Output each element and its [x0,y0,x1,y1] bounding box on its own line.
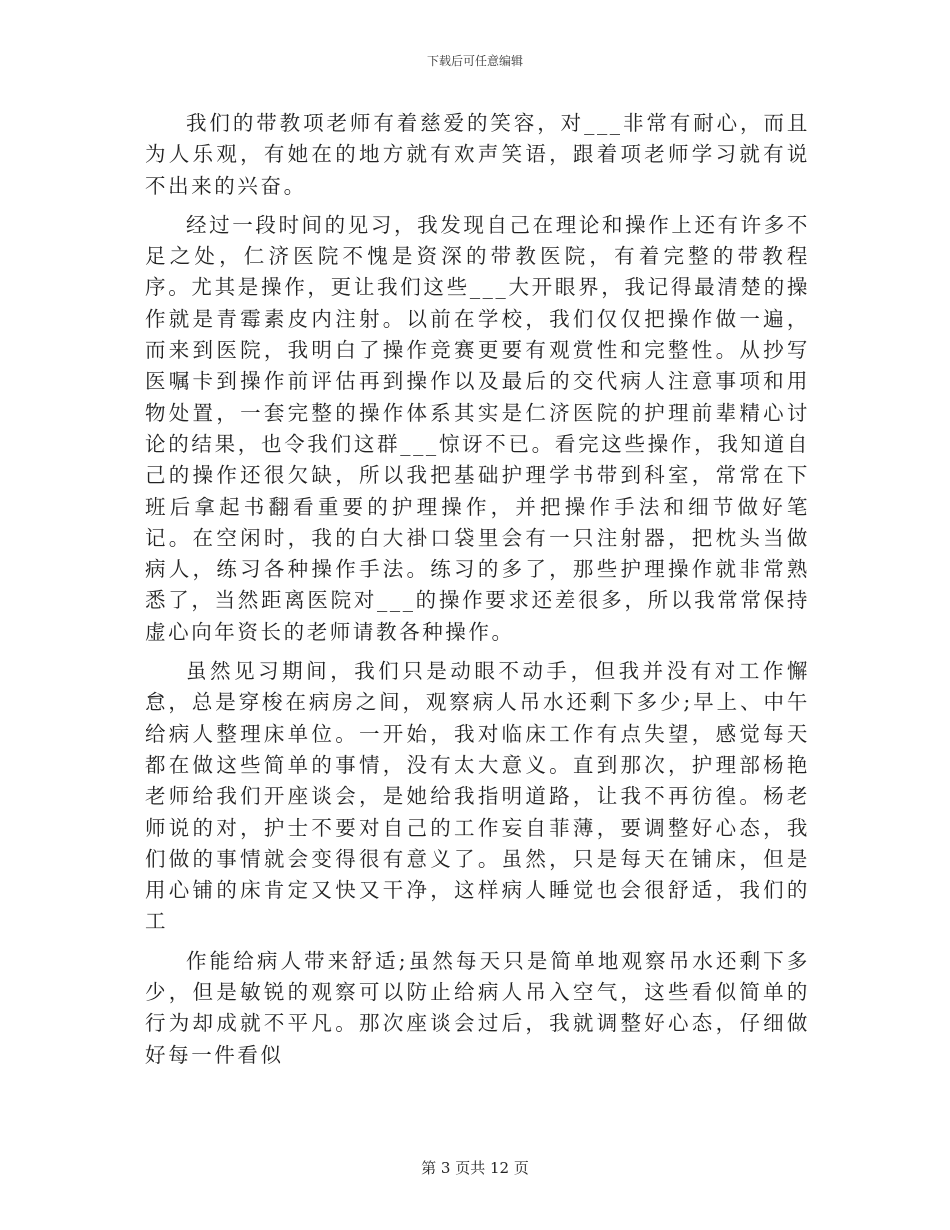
paragraph-3: 虽然见习期间，我们只是动眼不动手，但我并没有对工作懈怠，总是穿梭在病房之间，观察病人吊水还剩下多少;早上、中午给病人整理床单位。一开始，我对临床工作有点失望，感觉每天都在做这些简单的事情，没有太大意义。直到那次，护理部杨艳老师给我们开座谈会，是她给我指明道路，让我不再彷徨。杨老师说的对，护士不要对自己的工作妄自菲薄，要调整好心态，我们做的事情就会变得很有意义了。虽然，只是每天在铺床，但是用心铺的床肯定又快又干净，这样病人睡觉也会很舒适，我们的工 [145,659,810,934]
paragraph-2: 经过一段时间的见习，我发现自己在理论和操作上还有许多不足之处，仁济医院不愧是资深的带教医院，有着完整的带教程序。尤其是操作，更让我们这些___大开眼界，我记得最清楚的操作就是青霉素皮内注射。以前在学校，我们仅仅把操作做一遍，而来到医院，我明白了操作竞赛更要有观赏性和完整性。从抄写医嘱卡到操作前评估再到操作以及最后的交代病人注意事项和用物处置，一套完整的操作体系其实是仁济医院的护理前辈精心讨论的结果，也令我们这群___惊讶不已。看完这些操作，我知道自己的操作还很欠缺，所以我把基础护理学书带到科室，常常在下班后拿起书翻看重要的护理操作，并把操作手法和细节做好笔记。在空闲时，我的白大褂口袋里会有一只注射器，把枕头当做病人，练习各种操作手法。练习的多了，那些护理操作就非常熟悉了，当然距离医院对___的操作要求还差很多，所以我常常保持虚心向年资长的老师请教各种操作。 [145,212,810,644]
page-footer-number: 第 3 页共 12 页 [421,1159,529,1177]
paragraph-4: 作能给病人带来舒适;虽然每天只是简单地观察吊水还剩下多少，但是敏锐的观察可以防止给病人吊入空气，这些看似简单的行为却成就不平凡。那次座谈会过后，我就调整好心态，仔细做好每一件看似 [145,948,810,1067]
document-body [145,108,810,1079]
page-header-note: 下载后可任意编辑 [426,54,523,68]
paragraph-1: 我们的带教项老师有着慈爱的笑容，对___非常有耐心，而且为人乐观，有她在的地方就有欢声笑语，跟着项老师学习就有说不出来的兴奋。 [145,111,810,198]
